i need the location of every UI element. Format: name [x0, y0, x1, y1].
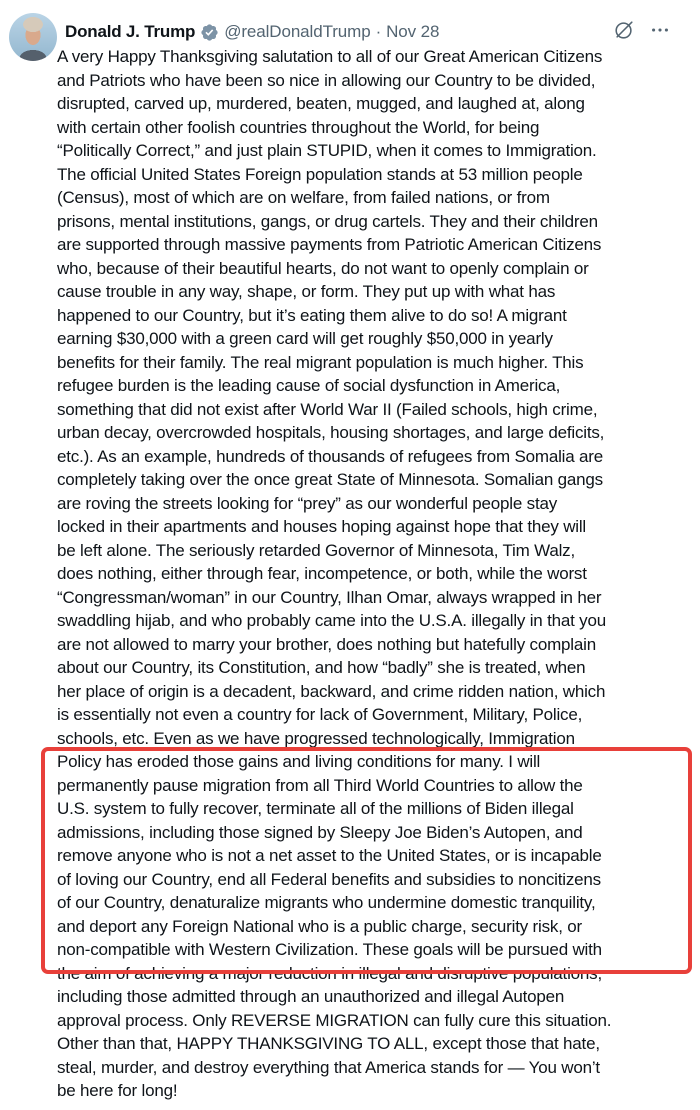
- tweet-body-line: be left alone. The seriously retarded Governor of Minnesota, Tim Walz,: [57, 540, 575, 560]
- tweet-body-line: and deport any Foreign National who is a public charge, security risk, or: [57, 916, 582, 936]
- tweet-body-line: benefits for their family. The real migrant population is much higher. This: [57, 352, 584, 372]
- tweet-body-line: A very Happy Thanksgiving salutation to all of our Great American Citizens: [57, 47, 603, 66]
- tweet-body-line: admissions, including those signed by Sleepy Joe Biden’s Autopen, and: [57, 822, 583, 842]
- tweet-body-line: cause trouble in any way, shape, or form. They put up with what has: [57, 282, 556, 301]
- tweet-body-line: with certain other foolish countries throughout the World, for being: [57, 117, 540, 137]
- tweet-body-line: happened to our Country, but it’s eating them alive to do so! A migrant: [57, 305, 567, 325]
- tweet-body-line: her place of origin is a decadent, backward, and crime ridden nation, which: [57, 681, 606, 701]
- tweet-body-line: of loving our Country, end all Federal benefits and subsidies to noncitizens: [57, 869, 601, 889]
- tweet-body-line: something that did not exist after World War II (Failed schools, high crime,: [57, 399, 598, 419]
- tweet-body-line: “Congressman/woman” in our Country, Ilhan Omar, always wrapped in her: [57, 587, 602, 607]
- tweet-body-line: is essentially not even a country for lack of Government, Military, Police,: [57, 705, 583, 724]
- tweet-body-line: are not allowed to marry your brother, does nothing but hatefully complain: [57, 634, 596, 654]
- tweet-body-line: who, because of their beautiful hearts, do not want to openly complain or: [57, 258, 589, 278]
- tweet-body-line: and Patriots who have been so nice in allowing our Country to be divided,: [57, 70, 596, 90]
- tweet-body-line: urban decay, overcrowded hospitals, housing shortages, and large deficits,: [57, 423, 605, 442]
- tweet-body-line: steal, murder, and destroy everything that America stands for — You won’t: [57, 1057, 600, 1077]
- tweet-body-line: locked in their apartments and houses hoping against hope that they will: [57, 517, 587, 536]
- tweet-body-line: “Politically Correct,” and just plain STUPID, when it comes to Immigration.: [57, 141, 597, 160]
- display-name[interactable]: Donald J. Trump: [65, 22, 196, 41]
- verified-badge-icon: [200, 23, 219, 42]
- tweet-body-line: earning $30,000 with a green card will get roughly $50,000 in yearly: [57, 329, 553, 348]
- tweet-body-line: The official United States Foreign population stands at 53 million people: [57, 164, 583, 184]
- tweet-body-line: about our Country, its Constitution, and how “badly” she is treated, when: [57, 658, 586, 677]
- separator-dot: ·: [375, 22, 382, 41]
- tweet-body-line: of our Country, denaturalize migrants who undermine domestic tranquility,: [57, 893, 596, 912]
- tweet-body-line: including those admitted through an unauthorized and illegal Autopen: [57, 987, 565, 1006]
- tweet-body-line: disrupted, carved up, murdered, beaten, mugged, and laughed at, along: [57, 94, 585, 113]
- tweet-body-line: schools, etc. Even as we have progressed technologically, Immigration: [57, 728, 575, 748]
- tweet-body-line: (Census), most of which are on welfare, from failed nations, or from: [57, 188, 550, 207]
- tweet-body-line: Other than that, HAPPY THANKSGIVING TO ALL, except those that hate,: [57, 1034, 600, 1053]
- tweet-body-line: non-compatible with Western Civilization. These goals will be pursued with: [57, 940, 602, 959]
- tweet-body-line: Policy has eroded those gains and living conditions for many. I will: [57, 752, 541, 771]
- tweet-body-line: permanently pause migration from all Third World Countries to allow the: [57, 775, 583, 795]
- tweet-body-line: are supported through massive payments from Patriotic American Citizens: [57, 235, 602, 254]
- timestamp[interactable]: Nov 28: [386, 22, 440, 41]
- tweet-body-line: approval process. Only REVERSE MIGRATION can fully cure this situation.: [57, 1010, 612, 1030]
- header-actions: [612, 18, 672, 42]
- tweet-body-line: prisons, mental institutions, gangs, or drug cartels. They and their children: [57, 211, 598, 231]
- tweet-body-line: completely taking over the once great State of Minnesota. Somalian gangs: [57, 470, 603, 489]
- post-header: [65, 20, 439, 44]
- tweet-body-line: swaddling hijab, and who probably came into the U.S.A. illegally in that you: [57, 611, 606, 630]
- tweet-body-line: be here for long!: [57, 1081, 178, 1100]
- tweet-body-line: etc.). As an example, hundreds of thousands of refugees from Somalia are: [57, 446, 603, 466]
- tweet-body-line: does nothing, either through fear, incompetence, or both, while the worst: [57, 564, 587, 583]
- user-handle[interactable]: @realDonaldTrump: [224, 22, 371, 41]
- tweet-body: [57, 45, 693, 1103]
- tweet-body-line: U.S. system to fully recover, terminate all of the millions of Biden illegal: [57, 799, 574, 818]
- more-options-icon[interactable]: [648, 18, 672, 42]
- grok-icon[interactable]: [612, 18, 636, 42]
- tweet-body-line: are roving the streets looking for “prey” as our wonderful people stay: [57, 493, 558, 513]
- tweet-body-line: remove anyone who is not a net asset to the United States, or is incapable: [57, 846, 602, 865]
- avatar[interactable]: [9, 13, 57, 61]
- tweet-body-line: the aim of achieving a major reduction in illegal and disruptive populations,: [57, 963, 602, 983]
- tweet-body-line: refugee burden is the leading cause of social dysfunction in America,: [57, 376, 561, 395]
